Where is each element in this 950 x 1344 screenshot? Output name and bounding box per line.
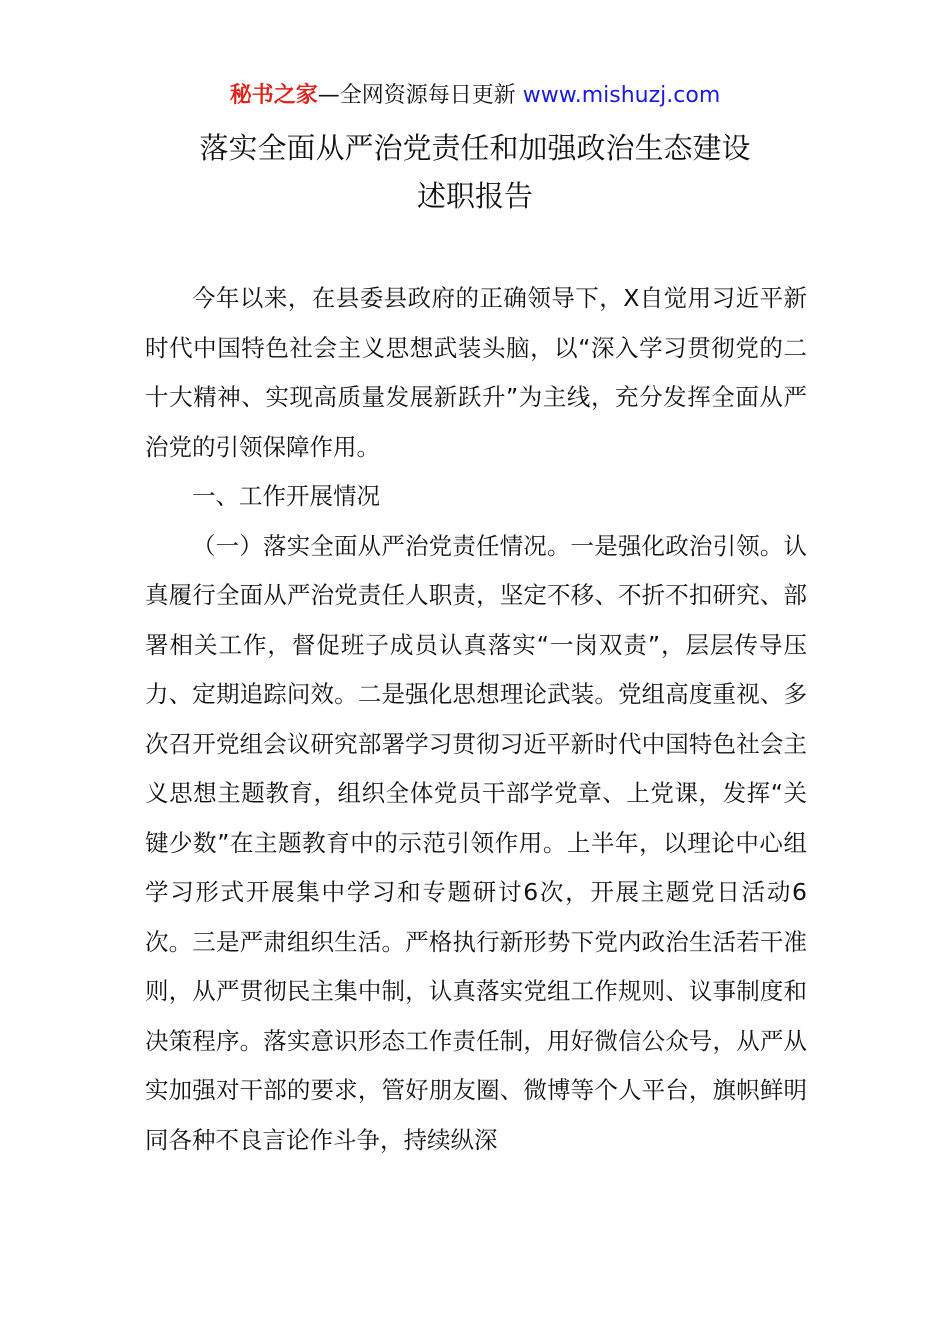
site-url-link[interactable]: www.mishuzj.com (522, 83, 721, 108)
section-paragraph: （一）落实全面从严治党责任情况。一是强化政治引领。认真履行全面从严治党责任人职责，坚定不移、不折不扣研究、部署相关工作，督促班子成员认真落实“一岗双责”，层层传导压力、定期追踪问效。二是强化思想理论武装。党组高度重视、多次召开党组会议研究部署学习贯彻习近平新时代中国特色社会主义思想主题教育，组织全体党员干部学党章、上党课，发挥“关键少数”在主题教育中的示范引领作用。上半年，以理论中心组学习形式开展集中学习和专题研讨6次，开展主题党日活动6次。三是严肃组织生活。严格执行新形势下党内政治生活若干准则，从严贯彻民主集中制，认真落实党组工作规则、议事制度和决策程序。落实意识形态工作责任制，用好微信公众号，从严从实加强对干部的要求，管好朋友圈、微博等个人平台，旗帜鲜明同各种不良言论作斗争，持续纵深 (145, 531, 807, 1154)
document-body (145, 274, 807, 1165)
site-tagline: —全网资源每日更新 (317, 83, 523, 108)
section-heading: 一、工作开展情况 (192, 482, 380, 510)
intro-paragraph: 今年以来，在县委县政府的正确领导下，X自觉用习近平新时代中国特色社会主义思想武装头脑，以“深入学习贯彻党的二十大精神、实现高质量发展新跃升”为主线，充分发挥全面从严治党的引领保障作用。 (145, 284, 807, 461)
document-title-line2: 述职报告 (416, 179, 533, 213)
site-brand: 秘书之家 (229, 83, 318, 108)
site-header (0, 80, 950, 112)
document-title-line1: 落实全面从严治党责任和加强政治生态建设 (199, 131, 751, 165)
